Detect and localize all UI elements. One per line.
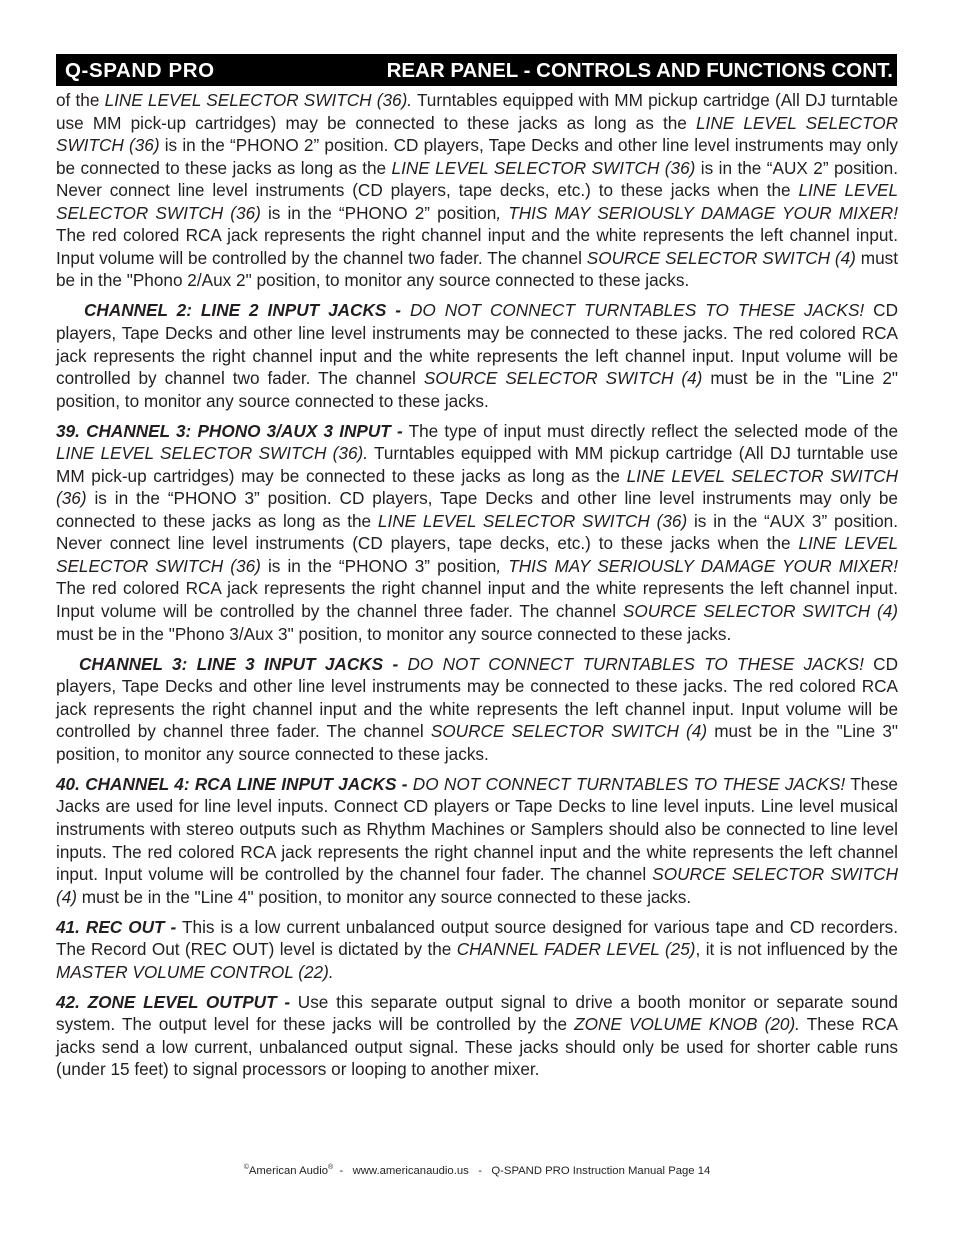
paragraph-39-phono3: 39. CHANNEL 3: PHONO 3/AUX 3 INPUT - The type of input must directly reflect the selected mode of the LINE LEVEL SELECTOR SWITCH (36). Turntables equipped with MM pickup cartridge (All DJ turntable use MM pick-up cartridges) may be connected to these jacks as long as the LINE LEVEL SELECTOR SWITCH (36) is in the “PHONO 3” position. CD players, Tape Decks and other line level instruments may only be connected to these jacks as long as the LINE LEVEL SELECTOR SWITCH (36) is in the “AUX 3” position. Never connect line level instruments (CD players, tape decks, etc.) to these jacks when the LINE LEVEL SELECTOR SWITCH (36) is in the “PHONO 3” position, THIS MAY SERIOUSLY DAMAGE YOUR MIXER! The red colored RCA jack represents the right channel input and the white represents the left channel input. Input volume will be controlled by the channel three fader. The channel SOURCE SELECTOR SWITCH (4) must be in the "Phono 3/Aux 3" position, to monitor any source connected to these jacks. — [56, 420, 899, 644]
paragraph-42-zone-output: 42. ZONE LEVEL OUTPUT - Use this separate output signal to drive a booth monitor or separate sound system. The output level for these jacks will be controlled by the ZONE VOLUME KNOB (20). These RCA jacks send a low current, unbalanced output signal. These jacks should only be used for shorter cable runs (under 15 feet) to signal processors or looping to another mixer. — [56, 991, 898, 1080]
paragraph-40-channel4: 40. CHANNEL 4: RCA LINE INPUT JACKS - DO NOT CONNECT TURNTABLES TO THESE JACKS! These Jacks are used for line level inputs. Connect CD players or Tape Decks to line level inputs. Line level musical instruments with stereo outputs such as Rhythm Machines or Samplers should also be connected to line level inputs. The red colored RCA jack represents the right channel input and the white represents the left channel input. Input volume will be controlled by the channel four fader. The channel SOURCE SELECTOR SWITCH (4) must be in the "Line 4" position, to monitor any source connected to these jacks. — [56, 773, 899, 907]
section-header — [56, 54, 897, 86]
copyright-symbol: © — [243, 1164, 249, 1171]
product-title: Q-SPAND PRO — [65, 59, 215, 82]
manual-body — [56, 89, 898, 1088]
paragraph-line2-jacks: CHANNEL 2: LINE 2 INPUT JACKS - DO NOT CONNECT TURNTABLES TO THESE JACKS! CD players, Tape Decks and other line level instruments may be connected to these jacks. The red colored RCA jack represents the right channel input and the white represents the left channel input. Input volume will be controlled by channel two fader. The channel SOURCE SELECTOR SWITCH (4) must be in the "Line 2" position, to monitor any source connected to these jacks. — [56, 300, 899, 411]
page-footer — [0, 1164, 954, 1177]
paragraph-41-rec-out: 41. REC OUT - This is a low current unbalanced output source designed for various tape and CD recorders. The Record Out (REC OUT) level is dictated by the CHANNEL FADER LEVEL (25), it is not influenced by the MASTER VOLUME CONTROL (22). — [56, 916, 899, 982]
paragraph-phono2-continued: of the LINE LEVEL SELECTOR SWITCH (36). Turntables equipped with MM pickup cartridge (All DJ turntable use MM pick-up cartridges) may be connected to these jacks as long as the LINE LEVEL SELECTOR SWITCH (36) is in the “PHONO 2” position. CD players, Tape Decks and other line level instruments may only be connected to these jacks as long as the LINE LEVEL SELECTOR SWITCH (36) is in the “AUX 2” position. Never connect line level instruments (CD players, tape decks, etc.) to these jacks when the LINE LEVEL SELECTOR SWITCH (36) is in the “PHONO 2” position, THIS MAY SERIOUSLY DAMAGE YOUR MIXER! The red colored RCA jack represents the right channel input and the white represents the left channel input. Input volume will be controlled by the channel two fader. The channel SOURCE SELECTOR SWITCH (4) must be in the "Phono 2/Aux 2" position, to monitor any source connected to these jacks. — [56, 90, 899, 291]
footer-brand: American Audio — [248, 1164, 328, 1177]
paragraph-line3-jacks: CHANNEL 3: LINE 3 INPUT JACKS - DO NOT CONNECT TURNTABLES TO THESE JACKS! CD players, Tape Decks and other line level instruments may be connected to these jacks. The red colored RCA jack represents the right channel input and the white represents the left channel input. Input volume will be controlled by channel three fader. The channel SOURCE SELECTOR SWITCH (4) must be in the "Line 3" position, to monitor any source connected to these jacks. — [56, 653, 899, 764]
footer-info: - www.americanaudio.us - Q-SPAND PRO Instruction Manual Page 14 — [333, 1164, 711, 1177]
section-title: REAR PANEL - CONTROLS AND FUNCTIONS CONT. — [386, 59, 893, 82]
registered-symbol: ® — [327, 1164, 334, 1171]
